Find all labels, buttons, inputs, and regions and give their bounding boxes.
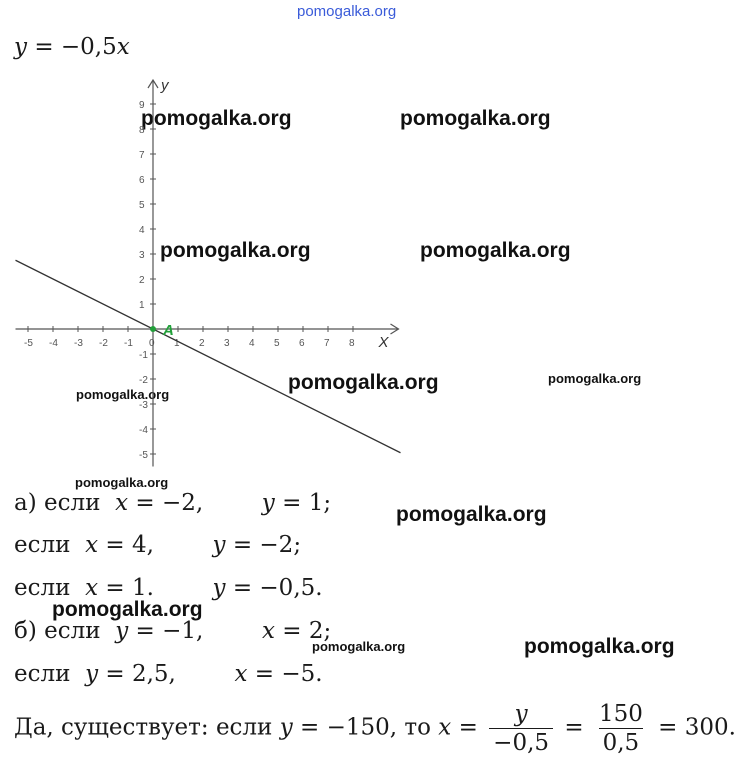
y-value: = −1,: [135, 618, 204, 644]
x-value: = 2;: [282, 618, 332, 644]
watermark: pomogalka.org: [400, 107, 551, 130]
fraction-denominator: −0,5: [489, 728, 553, 755]
x-tick-label: 7: [324, 338, 330, 349]
y-axis-label: y: [161, 77, 169, 94]
y-tick-label: 5: [139, 200, 145, 211]
solution-row-3: [14, 575, 323, 601]
part-a-prefix: а): [14, 490, 37, 516]
y-tick-label: -5: [139, 450, 148, 461]
x-tick-label: -2: [99, 338, 108, 349]
eq-rhs: = −0,5: [34, 34, 117, 60]
part-b-prefix: б): [14, 618, 37, 644]
watermark: pomogalka.org: [420, 239, 571, 262]
then-word: то: [404, 714, 431, 741]
fraction-denominator: 0,5: [599, 728, 644, 755]
var-x: x: [85, 575, 99, 601]
solution-row-5: [14, 661, 323, 687]
var-x: x: [234, 661, 248, 687]
watermark: pomogalka.org: [312, 639, 406, 654]
x-tick-label: 1: [174, 338, 180, 349]
var-y: y: [212, 532, 226, 558]
if-word: если: [14, 661, 71, 687]
x-axis-label: X: [378, 334, 389, 351]
if-word: если: [14, 532, 71, 558]
watermark-top: pomogalka.org: [297, 3, 397, 20]
if-word: если: [44, 618, 101, 644]
y-tick-label: 6: [139, 175, 145, 186]
function-line: [16, 260, 401, 453]
watermark: pomogalka.org: [75, 475, 169, 490]
point-a-label: A: [163, 322, 174, 339]
watermark: pomogalka.org: [52, 598, 203, 621]
fraction-numeric: [595, 702, 647, 755]
y-value: = 1;: [282, 490, 332, 516]
y-value: = −150,: [300, 714, 398, 741]
fraction-y-over-coef: [489, 702, 553, 755]
y-tick-label: 8: [139, 125, 145, 136]
x-tick-label: -1: [124, 338, 133, 349]
y-tick-label: 4: [139, 225, 145, 236]
if-word: если: [14, 575, 71, 601]
var-x: x: [438, 714, 452, 741]
y-tick-label: -2: [139, 375, 148, 386]
point-a: [150, 326, 156, 332]
y-value: = −2;: [232, 532, 302, 558]
equals-sign: =: [458, 714, 478, 741]
fraction-numerator: 150: [598, 701, 643, 727]
x-value: = 4,: [105, 532, 154, 558]
x-tick-label: -4: [49, 338, 58, 349]
watermark: pomogalka.org: [76, 387, 170, 402]
var-x: x: [261, 618, 275, 644]
y-tick-label: -1: [139, 350, 148, 361]
x-value: = 1.: [105, 575, 154, 601]
eq-x: x: [116, 34, 130, 60]
watermark: pomogalka.org: [288, 371, 439, 394]
watermark: pomogalka.org: [141, 107, 292, 130]
var-y: y: [85, 661, 99, 687]
if-word: если: [44, 490, 101, 516]
x-tick-label: 4: [249, 338, 255, 349]
x-tick-label: 3: [224, 338, 230, 349]
y-tick-label: -3: [139, 400, 148, 411]
watermark: pomogalka.org: [524, 635, 675, 658]
y-value: = −0,5.: [232, 575, 323, 601]
function-equation: [14, 34, 130, 60]
x-tick-label: 5: [274, 338, 280, 349]
var-y: y: [261, 490, 275, 516]
x-tick-label: 0: [149, 338, 155, 349]
var-y: y: [212, 575, 226, 601]
x-value: = −5.: [254, 661, 323, 687]
x-tick-label: 6: [299, 338, 305, 349]
x-tick-label: 2: [199, 338, 205, 349]
result-value: = 300.: [658, 714, 736, 741]
if-word: если: [215, 714, 273, 741]
watermark: pomogalka.org: [548, 371, 642, 386]
x-tick-label: 8: [349, 338, 355, 349]
var-y: y: [115, 618, 129, 644]
solution-row-2: [14, 532, 301, 558]
y-tick-label: 2: [139, 275, 145, 286]
y-tick-label: 3: [139, 250, 145, 261]
solution-row-1: [14, 490, 331, 516]
watermark: pomogalka.org: [160, 239, 311, 262]
equals-sign: =: [564, 714, 584, 741]
y-tick-label: 9: [139, 100, 145, 111]
y-tick-label: -4: [139, 425, 148, 436]
var-y: y: [279, 714, 293, 741]
answer-lead: Да, существует:: [14, 714, 209, 741]
function-graph: [0, 70, 420, 470]
y-value: = 2,5,: [105, 661, 176, 687]
y-tick-label: 1: [139, 300, 145, 311]
final-answer: [14, 702, 736, 755]
var-x: x: [85, 532, 99, 558]
x-tick-label: -5: [24, 338, 33, 349]
eq-y: y: [14, 34, 27, 60]
x-value: = −2,: [135, 490, 204, 516]
watermark: pomogalka.org: [396, 503, 547, 526]
y-tick-label: 7: [139, 150, 145, 161]
fraction-numerator: y: [514, 701, 528, 727]
var-x: x: [115, 490, 129, 516]
x-tick-label: -3: [74, 338, 83, 349]
solution-row-4: [14, 618, 331, 644]
